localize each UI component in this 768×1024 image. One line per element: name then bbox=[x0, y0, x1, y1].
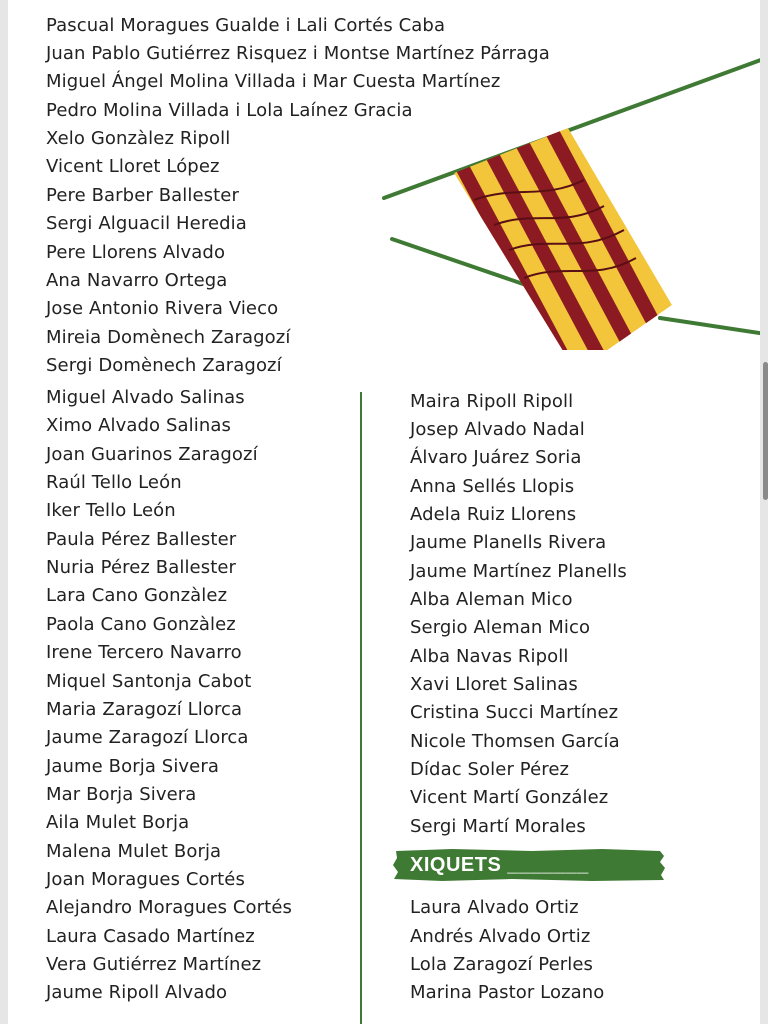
list-item: Alba Aleman Mico bbox=[410, 589, 573, 610]
section-heading: XIQUETS _______ bbox=[410, 854, 589, 876]
list-item: Jaume Borja Sivera bbox=[46, 756, 219, 777]
list-item: Xavi Lloret Salinas bbox=[410, 674, 578, 695]
section-banner-xiquets bbox=[392, 848, 666, 882]
list-item: Josep Alvado Nadal bbox=[410, 419, 585, 440]
list-item: Joan Guarinos Zaragozí bbox=[46, 444, 258, 465]
list-item: Ana Navarro Ortega bbox=[46, 270, 228, 291]
list-item: Paola Cano Gonzàlez bbox=[46, 614, 236, 635]
list-item: Dídac Soler Pérez bbox=[410, 759, 570, 780]
list-item: Vicent Martí González bbox=[410, 787, 609, 808]
list-item: Malena Mulet Borja bbox=[46, 841, 222, 862]
list-item: Maria Zaragozí Llorca bbox=[46, 699, 243, 720]
list-item: Alejandro Moragues Cortés bbox=[46, 897, 292, 918]
list-item: Irene Tercero Navarro bbox=[46, 642, 242, 663]
list-item: Anna Sellés Llopis bbox=[410, 476, 575, 497]
list-item: Sergi Domènech Zaragozí bbox=[46, 355, 282, 376]
list-item: Jaume Planells Rivera bbox=[410, 532, 607, 553]
list-item: Mar Borja Sivera bbox=[46, 784, 197, 805]
list-item: Iker Tello León bbox=[46, 500, 176, 521]
list-item: Sergio Aleman Mico bbox=[410, 617, 591, 638]
scrollbar[interactable] bbox=[763, 362, 768, 500]
list-item: Xelo Gonzàlez Ripoll bbox=[46, 128, 231, 149]
list-item: Álvaro Juárez Soria bbox=[410, 447, 582, 468]
list-item: Miguel Alvado Salinas bbox=[46, 387, 245, 408]
list-item: Laura Alvado Ortiz bbox=[410, 897, 579, 918]
list-item: Miquel Santonja Cabot bbox=[46, 671, 252, 692]
list-item: Aila Mulet Borja bbox=[46, 812, 190, 833]
list-item: Vicent Lloret López bbox=[46, 156, 220, 177]
list-item: Pascual Moragues Gualde i Lali Cortés Caba bbox=[46, 15, 446, 36]
list-item: Juan Pablo Gutiérrez Risquez i Montse Martínez Párraga bbox=[46, 43, 550, 64]
list-item: Sergi Alguacil Heredia bbox=[46, 213, 247, 234]
list-item: Adela Ruiz Llorens bbox=[410, 504, 577, 525]
column-divider bbox=[360, 392, 362, 1024]
list-item: Nicole Thomsen García bbox=[410, 731, 620, 752]
list-item: Lara Cano Gonzàlez bbox=[46, 585, 228, 606]
list-item: Maira Ripoll Ripoll bbox=[410, 391, 574, 412]
list-item: Sergi Martí Morales bbox=[410, 816, 586, 837]
list-item: Jaume Ripoll Alvado bbox=[46, 982, 228, 1003]
list-item: Nuria Pérez Ballester bbox=[46, 557, 237, 578]
list-item: Miguel Ángel Molina Villada i Mar Cuesta Martínez bbox=[46, 71, 501, 92]
document-page bbox=[8, 0, 760, 1024]
list-item: Pere Barber Ballester bbox=[46, 185, 239, 206]
list-item: Laura Casado Martínez bbox=[46, 926, 255, 947]
list-item: Mireia Domènech Zaragozí bbox=[46, 327, 291, 348]
list-item: Jaume Zaragozí Llorca bbox=[46, 727, 249, 748]
list-item: Jose Antonio Rivera Vieco bbox=[46, 298, 279, 319]
list-item: Alba Navas Ripoll bbox=[410, 646, 569, 667]
list-item: Pere Llorens Alvado bbox=[46, 242, 226, 263]
list-item: Pedro Molina Villada i Lola Laínez Gracia bbox=[46, 100, 413, 121]
list-item: Joan Moragues Cortés bbox=[46, 869, 245, 890]
list-item: Vera Gutiérrez Martínez bbox=[46, 954, 262, 975]
list-item: Marina Pastor Lozano bbox=[410, 982, 605, 1003]
list-item: Andrés Alvado Ortiz bbox=[410, 926, 591, 947]
list-item: Raúl Tello León bbox=[46, 472, 182, 493]
list-item: Ximo Alvado Salinas bbox=[46, 415, 231, 436]
list-item: Jaume Martínez Planells bbox=[410, 561, 627, 582]
list-item: Lola Zaragozí Perles bbox=[410, 954, 594, 975]
list-item: Cristina Succi Martínez bbox=[410, 702, 619, 723]
list-item: Paula Pérez Ballester bbox=[46, 529, 237, 550]
senyera-flag-icon bbox=[374, 50, 760, 350]
